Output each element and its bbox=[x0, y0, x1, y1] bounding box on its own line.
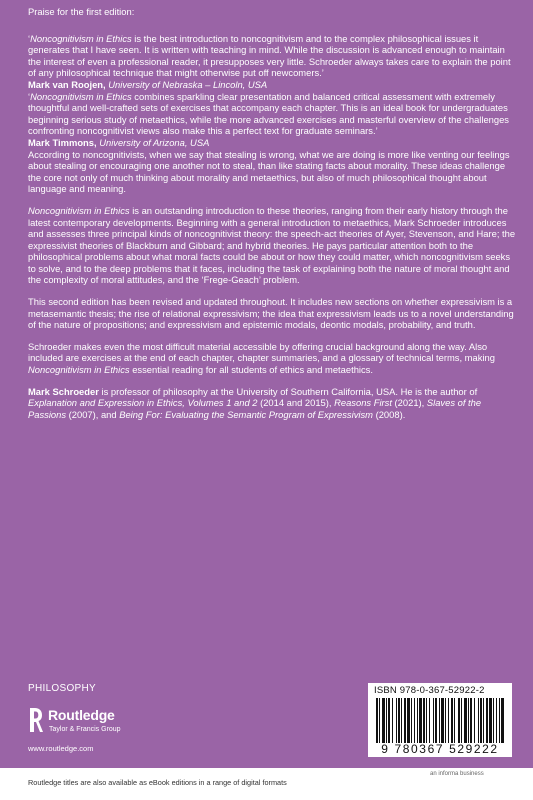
book-title: Noncognitivism in Ethics bbox=[30, 32, 132, 44]
review-quote-1 bbox=[28, 33, 516, 91]
barcode-icon bbox=[374, 698, 506, 743]
book-title: Explanation and Expression in Ethics, Volumes 1 and 2 bbox=[28, 397, 258, 409]
publisher-url: www.routledge.com bbox=[28, 744, 94, 753]
footer-strip bbox=[0, 768, 533, 800]
routledge-r-icon bbox=[28, 706, 43, 734]
author-name: Mark Schroeder bbox=[28, 385, 99, 397]
reviewer-name: Mark van Roojen bbox=[28, 78, 104, 90]
publisher-group: Taylor & Francis Group bbox=[49, 726, 121, 733]
book-title: Noncognitivism in Ethics bbox=[28, 364, 130, 376]
reviewer-affiliation: University of Nebraska – Lincoln, USA bbox=[108, 78, 268, 90]
book-title: Being For: Evaluating the Semantic Program of Expressivism bbox=[119, 408, 373, 420]
description-paragraph-4 bbox=[28, 341, 516, 376]
paragraph-text: is an outstanding introduction to these theories, ranging from their early history through the latest contemporary developments. Beginning with a general introduction to metaethics, Mark Schroeder introduces and assesses three principal kinds of noncognitivist theory: the speech-act theories of Ayer, Stevenson, and Hare; the expressivist theories of Blackburn and Gibbard; and hybrid theories. He pays particular attention both to the philosophical problems about what moral facts could be about or how they could matter, which noncognitivism seeks to solve, and to the deep problems that it faces, including the task of explaining both the nature of moral thought and the complexity of moral attitudes, and the ‘Frege-Geach’ problem. bbox=[28, 204, 516, 286]
book-title: Reasons First bbox=[334, 397, 392, 409]
bio-text: (2007), and bbox=[66, 408, 120, 420]
paragraph-text: essential reading for all students of ethics and metaethics. bbox=[129, 364, 373, 376]
quote-attribution: Mark van Roojen, University of Nebraska – Lincoln, USA bbox=[28, 78, 268, 90]
isbn-barcode-box bbox=[368, 683, 512, 757]
isbn-label: ISBN 978-0-367-52922-2 bbox=[374, 685, 485, 696]
description-paragraph-1: According to noncognitivists, when we say that stealing is wrong, what we are doing is more like venting our feelings about stealing or encouraging one another not to steal, than like stating facts about morality. These ideas challenge the core not only of much thinking about morality and metaethics, but also of much philosophical thought about language and meaning. bbox=[28, 148, 510, 195]
informa-tagline: an informa business bbox=[430, 771, 484, 777]
subject-category: PHILOSOPHY bbox=[28, 683, 97, 694]
quote-open-mark: ‘ bbox=[28, 32, 31, 44]
book-title: Noncognitivism in Ethics bbox=[30, 90, 132, 102]
paragraph-text: Schroeder makes even the most difficult material accessible by offering crucial background along the way. Also included are exercises at the end of each chapter, chapter summaries, and a glossary of technical terms, making bbox=[28, 340, 495, 364]
bio-text: is professor of philosophy at the University of Southern California, USA. He is the author of bbox=[98, 385, 478, 397]
ebook-note: Routledge titles are also available as eBook editions in a range of digital formats bbox=[28, 778, 287, 787]
bio-text: (2014 and 2015), bbox=[257, 397, 335, 409]
review-quote-2 bbox=[28, 91, 516, 149]
book-title: Noncognitivism in Ethics bbox=[28, 204, 130, 216]
publisher-name: Routledge bbox=[48, 707, 115, 723]
author-bio bbox=[28, 386, 516, 421]
reviewer-affiliation: University of Arizona, USA bbox=[99, 136, 210, 148]
quote-text: combines sparkling clear presentation and balanced critical assessment with extremely thoughtful and well-crafted sets of exercises that accompany each chapter. This is an ideal book for undergraduates beginning serious study of metaethics, while the more advanced exercises and masterful overview of the challenges confronting noncognitivist views also make this a perfect text for graduate seminars.’ bbox=[28, 90, 509, 137]
description-paragraph-2 bbox=[28, 205, 516, 286]
praise-heading: Praise for the first edition: bbox=[28, 6, 135, 17]
description-paragraph-3: This second edition has been revised and updated throughout. It includes new sections on whether expressivism is a metasemantic thesis; the rise of relational expressivism; the idea that expressivism leads us to a novel understanding of the nature of propositions; and expressivism and epistemic modals, deontic modals, probability, and truth. bbox=[28, 296, 514, 331]
quote-open-mark: ‘ bbox=[28, 90, 31, 102]
quote-text: is the best introduction to noncognitivism and to the complex philosophical issues it generates that I have seen. It is written with teaching in mind. While the discussion is advanced enough to maintain the interest of even a professional reader, it presupposes very little. Schroeder always takes care to explain the point of any philosophical technique that might otherwise put off newcomers.’ bbox=[28, 32, 511, 79]
bio-text: (2008). bbox=[372, 408, 406, 420]
isbn-digits: 9 780367 529222 bbox=[381, 742, 499, 756]
bio-text: (2021), bbox=[391, 397, 427, 409]
publisher-logo bbox=[28, 704, 178, 744]
blurb-content bbox=[28, 6, 516, 430]
quote-attribution: Mark Timmons, University of Arizona, USA bbox=[28, 136, 210, 148]
book-title: Slaves of the Passions bbox=[28, 397, 482, 420]
reviewer-name: Mark Timmons bbox=[28, 136, 94, 148]
